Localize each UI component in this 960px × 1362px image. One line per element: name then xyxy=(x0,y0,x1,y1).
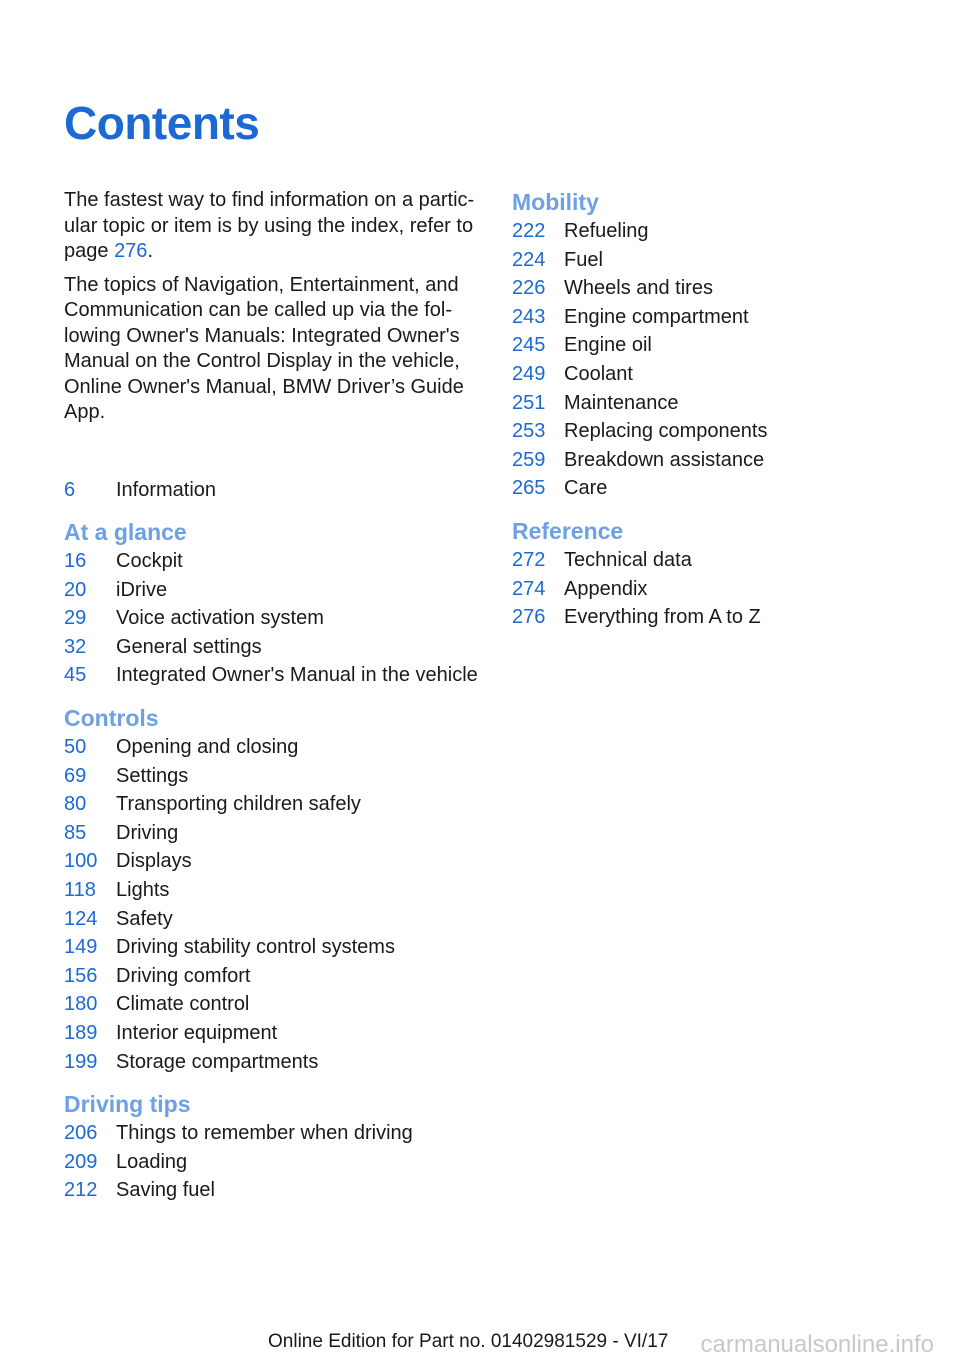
toc-entry-label: Safety xyxy=(116,907,173,930)
toc-entry[interactable] xyxy=(64,762,484,791)
toc-entry[interactable] xyxy=(64,790,484,819)
toc-page-number[interactable]: 253 xyxy=(512,420,546,443)
toc-entry-label: Displays xyxy=(116,850,192,873)
toc-entry-label: Transporting children safely xyxy=(116,793,361,816)
toc-page-number[interactable]: 189 xyxy=(64,1022,98,1044)
toc-page-number[interactable]: 149 xyxy=(64,936,98,959)
toc-entry-label: Saving fuel xyxy=(116,1179,215,1202)
toc-page-number[interactable]: 224 xyxy=(512,248,546,271)
left-sections xyxy=(64,518,484,1205)
toc-entry-label: Integrated Owner's Manual in the vehicle xyxy=(116,664,478,687)
toc-page-number[interactable]: 245 xyxy=(512,334,546,357)
toc-entry[interactable] xyxy=(512,303,932,332)
toc-entry[interactable] xyxy=(64,604,484,633)
toc-entry-label: Storage compartments xyxy=(116,1050,319,1073)
toc-entry-label: Maintenance xyxy=(564,391,679,414)
toc-page-number[interactable]: 156 xyxy=(64,964,98,987)
toc-entry-label: Everything from A to Z xyxy=(564,606,761,629)
toc-page-number[interactable]: 32 xyxy=(64,635,87,658)
toc-entry-label: Cockpit xyxy=(116,550,183,573)
toc-page-number[interactable]: 45 xyxy=(64,664,87,687)
toc-page-number[interactable]: 50 xyxy=(64,736,87,759)
toc-page-number[interactable]: 274 xyxy=(512,577,546,600)
toc-entry-label: Fuel xyxy=(564,248,603,271)
toc-entry[interactable] xyxy=(512,417,932,446)
toc-entry[interactable] xyxy=(64,1148,484,1177)
toc-entry-label: Driving comfort xyxy=(116,964,251,987)
toc-entry[interactable] xyxy=(64,1019,484,1048)
toc-entry-label: Settings xyxy=(116,764,189,787)
toc-page-number[interactable]: 29 xyxy=(64,607,87,630)
toc-entry-label: Driving xyxy=(116,821,179,844)
toc-entry-label: General settings xyxy=(116,635,262,658)
toc-page-number[interactable]: 124 xyxy=(64,907,98,930)
toc-page-number[interactable]: 212 xyxy=(64,1179,98,1202)
toc-entry-label: iDrive xyxy=(116,578,168,601)
toc-page-number[interactable]: 85 xyxy=(64,821,87,844)
intro-p1-text: The fastest way to find information on a partic-ular topic or item is by using the index, refer to page xyxy=(64,189,475,262)
toc-entry[interactable] xyxy=(512,217,932,246)
toc-page-number[interactable]: 276 xyxy=(512,606,546,629)
toc-entry[interactable] xyxy=(512,331,932,360)
toc-page-number[interactable]: 226 xyxy=(512,277,546,300)
section-heading: At a glance xyxy=(64,519,187,546)
intro-paragraph-1 xyxy=(64,188,484,265)
toc-entry[interactable] xyxy=(512,575,932,604)
toc-entry[interactable] xyxy=(512,360,932,389)
toc-entry[interactable] xyxy=(64,905,484,934)
toc-page-number[interactable]: 6 xyxy=(64,478,76,501)
toc-entry-label: Voice activation system xyxy=(116,607,324,630)
toc-entry-label: Interior equipment xyxy=(116,1022,278,1044)
toc-page-number[interactable]: 209 xyxy=(64,1150,98,1173)
toc-entry-label: Loading xyxy=(116,1150,188,1173)
toc-entry-label: Breakdown assistance xyxy=(564,448,765,471)
toc-section xyxy=(64,704,484,1076)
toc-entry[interactable] xyxy=(64,547,484,576)
toc-page-number[interactable]: 80 xyxy=(64,793,87,816)
toc-entry-label: Technical data xyxy=(564,548,692,571)
toc-entry-label: Replacing components xyxy=(564,420,768,443)
toc-entry[interactable] xyxy=(64,990,484,1019)
section-heading: Mobility xyxy=(512,189,599,215)
watermark: carmanualsonline.info xyxy=(700,1331,934,1358)
intro-paragraph-2: The topics of Navigation, Entertainment, and Communication can be called up via the fol-lowing Owner's Manuals: Integrated Owner's Manual on the Control Display in the vehicle, Online Owner's Manual, BMW Driver’s Guide App. xyxy=(64,273,464,423)
toc-page-number[interactable]: 251 xyxy=(512,391,546,414)
toc-entry[interactable] xyxy=(64,819,484,848)
toc-section xyxy=(64,1090,484,1205)
toc-entry-label: Wheels and tires xyxy=(564,277,713,300)
toc-page-number[interactable]: 265 xyxy=(512,477,546,500)
toc-page-number[interactable]: 222 xyxy=(512,220,546,242)
toc-entry-label: Climate control xyxy=(116,993,250,1016)
toc-page-number[interactable]: 118 xyxy=(64,879,96,902)
toc-entry[interactable] xyxy=(512,389,932,418)
toc-entry-label: Engine oil xyxy=(564,334,652,357)
toc-section xyxy=(64,518,484,690)
toc-page-number[interactable]: 206 xyxy=(64,1122,98,1145)
toc-page-number[interactable]: 249 xyxy=(512,362,546,385)
footer-edition: Online Edition for Part no. 01402981529 - VI/17 xyxy=(268,1331,669,1352)
toc-entry-label: Refueling xyxy=(564,220,649,242)
section-heading: Reference xyxy=(512,517,624,544)
toc-entry[interactable] xyxy=(64,962,484,991)
toc-entry-label: Lights xyxy=(116,879,170,902)
toc-entry[interactable] xyxy=(64,1119,484,1148)
toc-page-number[interactable]: 199 xyxy=(64,1050,98,1073)
toc-entry[interactable] xyxy=(64,733,484,762)
toc-entry[interactable] xyxy=(512,603,932,632)
section-heading: Driving tips xyxy=(64,1091,191,1118)
toc-section xyxy=(512,188,932,503)
intro-p1-end: . xyxy=(147,240,153,262)
toc-entry-label: Information xyxy=(116,478,217,501)
section-heading: Controls xyxy=(64,705,159,732)
toc-entry-label: Driving stability control systems xyxy=(116,936,395,959)
toc-entry[interactable] xyxy=(64,633,484,662)
toc-entry[interactable] xyxy=(64,847,484,876)
toc-entry[interactable] xyxy=(64,576,484,605)
toc-page-number[interactable]: 180 xyxy=(64,993,98,1016)
toc-entry-label: Opening and closing xyxy=(116,736,299,759)
toc-entry-label: Appendix xyxy=(564,577,648,600)
toc-entry[interactable] xyxy=(512,246,932,275)
page-title: Contents xyxy=(64,97,260,149)
toc-section xyxy=(512,517,932,632)
toc-entry-label: Coolant xyxy=(564,362,633,385)
toc-entry-information[interactable] xyxy=(64,476,484,505)
toc-entry[interactable] xyxy=(64,1048,484,1077)
toc-page-number[interactable]: 259 xyxy=(512,448,546,471)
index-page-link[interactable]: 276 xyxy=(114,240,148,262)
toc-entry-label: Engine compartment xyxy=(564,305,749,328)
toc-entry[interactable] xyxy=(512,546,932,575)
toc-page-number[interactable]: 272 xyxy=(512,548,546,571)
toc-entry[interactable] xyxy=(64,876,484,905)
toc-entry[interactable] xyxy=(64,1176,484,1205)
toc-entry[interactable] xyxy=(64,933,484,962)
toc-page-number[interactable]: 69 xyxy=(64,764,87,787)
toc-entry[interactable] xyxy=(512,446,932,475)
toc-entry-label: Care xyxy=(564,477,608,500)
intro-text xyxy=(64,188,484,426)
right-sections xyxy=(512,188,932,632)
toc-entry-label: Things to remember when driving xyxy=(116,1122,413,1145)
left-column xyxy=(64,188,484,1219)
right-column xyxy=(512,188,932,646)
toc-page-number[interactable]: 243 xyxy=(512,305,546,328)
toc-page-number[interactable]: 100 xyxy=(64,850,98,873)
toc-page-number[interactable]: 20 xyxy=(64,578,87,601)
toc-entry[interactable] xyxy=(512,274,932,303)
toc-entry[interactable] xyxy=(64,661,484,690)
information-entry-block xyxy=(64,476,484,505)
toc-entry[interactable] xyxy=(512,474,932,503)
toc-page-number[interactable]: 16 xyxy=(64,550,87,573)
